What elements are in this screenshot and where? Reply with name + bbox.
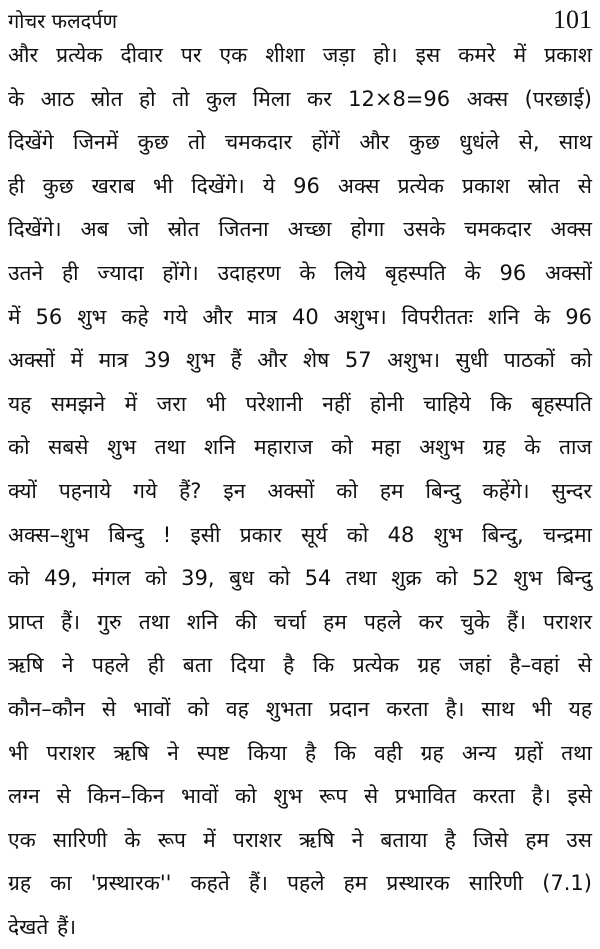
text-line: को 49, मंगल को 39, बुध को 54 तथा शुक्र को 52 शुभ बिन्दु [8, 566, 592, 591]
text-line: प्राप्त हैं। गुरु तथा शनि की चर्चा हम पहले कर चुके हैं। पराशर [8, 609, 592, 634]
text-line: दिखेंगे जिनमें कुछ तो चमकदार होंगें और कुछ धुधंले से, साथ [8, 130, 592, 155]
text-line: में 56 शुभ कहे गये और मात्र 40 अशुभ। विपरीततः शनि के 96 [8, 304, 592, 329]
text-line: दिखेंगे। अब जो स्रोत जितना अच्छा होगा उसके चमकदार अक्स [8, 217, 592, 242]
body-text [8, 34, 592, 949]
text-line: लग्न से किन–किन भावों को शुभ रूप से प्रभावित करता है। इसे [8, 784, 592, 809]
text-line: कौन–कौन से भावों को वह शुभता प्रदान करता है। साथ भी यह [8, 696, 592, 721]
text-line: भी पराशर ऋषि ने स्पष्ट किया है कि वही ग्रह अन्य ग्रहों तथा [8, 740, 592, 765]
text-line: को सबसे शुभ तथा शनि महाराज को महा अशुभ ग्रह के ताज [8, 435, 592, 460]
text-line: अक्सों में मात्र 39 शुभ हैं और शेष 57 अशुभ। सुधी पाठकों को [8, 348, 592, 373]
text-line: ही कुछ खराब भी दिखेंगे। ये 96 अक्स प्रत्येक प्रकाश स्रोत से [8, 173, 592, 198]
text-line: क्यों पहनाये गये हैं? इन अक्सों को हम बिन्दु कहेंगे। सुन्दर [8, 478, 592, 503]
running-title: गोचर फलदर्पण [8, 8, 118, 33]
page-header [8, 4, 592, 36]
page-number: 101 [553, 5, 592, 34]
text-line: ग्रह का 'प्रस्थारक'' कहते हैं। पहले हम प्रस्थारक सारिणी (7.1) [8, 871, 592, 896]
text-line: देखते हैं। [8, 914, 77, 939]
text-line: यह समझने में जरा भी परेशानी नहीं होनी चाहिये कि बृहस्पति [8, 391, 592, 416]
text-line: और प्रत्येक दीवार पर एक शीशा जड़ा हो। इस कमरे में प्रकाश [8, 43, 592, 67]
text-line: ऋषि ने पहले ही बता दिया है कि प्रत्येक ग्रह जहां है–वहां से [8, 653, 592, 678]
text-line: अक्स–शुभ बिन्दु ! इसी प्रकार सूर्य को 48 शुभ बिन्दु, चन्द्रमा [8, 522, 592, 547]
text-line: एक सारिणी के रूप में पराशर ऋषि ने बताया है जिसे हम उस [8, 827, 592, 852]
text-line: उतने ही ज्यादा होंगे। उदाहरण के लिये बृहस्पति के 96 अक्सों [8, 260, 592, 285]
text-line: के आठ स्रोत हो तो कुल मिला कर 12×8=96 अक्स (परछाई) [8, 86, 592, 111]
